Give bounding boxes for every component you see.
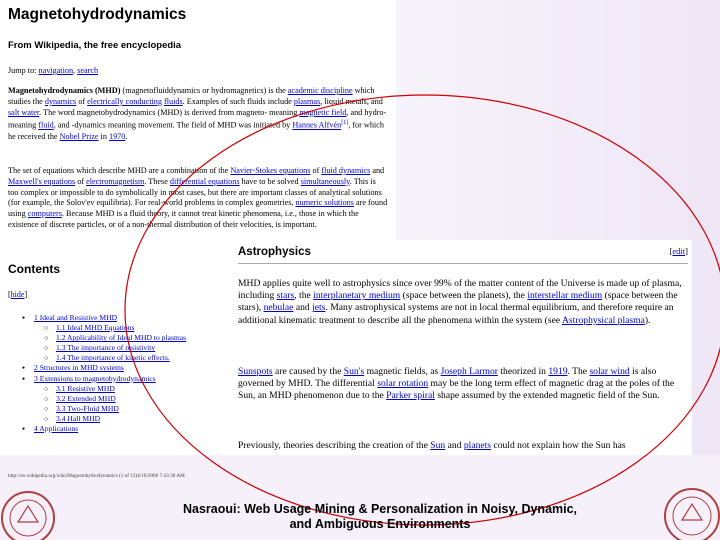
text: of (76, 96, 88, 106)
text: theorized in (497, 366, 549, 377)
link-maxwells-equations[interactable]: Maxwell's equations (8, 176, 76, 186)
link-dynamics[interactable]: dynamics (44, 96, 77, 106)
text: . The (567, 366, 590, 377)
toc-link[interactable]: 3.1 Resistive MHD (56, 383, 115, 393)
toc-link[interactable]: 2 Structures in MHD systems (34, 363, 124, 373)
link-fluids[interactable]: fluids (164, 96, 183, 106)
toc-link[interactable]: 1.2 Applicability of Ideal MHD to plasmas (56, 333, 187, 343)
text: . Examples of such fluids include (182, 96, 294, 106)
text: . (125, 131, 128, 141)
text: and (293, 302, 313, 314)
link-sun[interactable]: Sun (430, 440, 446, 451)
link-navier-stokes[interactable]: Navier-Stokes equations (230, 166, 311, 175)
link-parker-spiral[interactable]: Parker spiral (386, 390, 435, 402)
toc-link[interactable]: 1.1 Ideal MHD Equations (56, 323, 135, 333)
page-title: Magnetohydrodynamics (8, 6, 187, 23)
link-solar-wind[interactable]: solar wind (589, 366, 630, 377)
hide-link[interactable]: hide (10, 290, 25, 299)
text: MHD applies quite well to astrophysics since over 99% of the matter content of the Universe is made up of plasma, including (238, 278, 682, 302)
link-solar-rotation[interactable]: solar rotation (377, 378, 429, 390)
link-hannes-alfven[interactable]: Hannes Alfvén (292, 121, 342, 131)
link-simultaneously[interactable]: simultaneously (300, 176, 350, 186)
toc-link[interactable]: 3.3 Two-Fluid MHD (56, 403, 119, 413)
text: (space between the stars), (238, 290, 678, 314)
caption-line-2: and Ambiguous Environments (289, 517, 471, 531)
text: and (445, 440, 464, 451)
text: which studies the (8, 86, 375, 106)
link-planets[interactable]: planets (463, 440, 492, 451)
text: shape assumed by the extended magnetic field of the Sun. (434, 390, 660, 402)
link-joseph-larmor[interactable]: Joseph Larmor (440, 366, 498, 377)
section-title: Astrophysics (238, 246, 311, 258)
link-fluid-dynamics[interactable]: fluid dynamics (321, 166, 371, 175)
toc-link[interactable]: 4 Applications (34, 424, 79, 434)
text: of (75, 176, 87, 186)
page-subtitle: From Wikipedia, the free encyclopedia (8, 40, 182, 51)
navigation-link[interactable]: navigation (38, 66, 74, 75)
link-fluid[interactable]: fluid (38, 121, 54, 131)
toc-link[interactable]: 3.2 Extended MHD (56, 393, 116, 403)
text: , and -dynamics meaning movement. The field of MHD was initiated by (53, 121, 293, 131)
bracket: [ (669, 246, 673, 256)
toc-link[interactable]: 1 Ideal and Resistive MHD (34, 313, 118, 322)
text: have to be solved (239, 176, 301, 186)
text: (space between the planets), the (400, 290, 528, 302)
text: of (310, 166, 322, 175)
link-suns[interactable]: Sun's (343, 366, 365, 377)
text: magnetic fields, as (364, 366, 441, 377)
contents-heading: Contents (8, 262, 60, 276)
jump-prefix: Jump to: (8, 66, 39, 75)
text: . The word magnetohydrodynamics (MHD) is derived from magneto- meaning (39, 107, 300, 117)
text: Previously, theories describing the creation of the (238, 440, 431, 451)
footnote-ref[interactable]: [1] (341, 120, 349, 127)
jump-separator: , (73, 66, 78, 75)
university-seal-right (656, 478, 720, 540)
text: . This is too complex or impossible to do symbolically in most cases, but there are important classes of analytical solutions (for example, the Solov'ev equilibria). For real-world problems in complex geometries, (8, 176, 382, 208)
link-interstellar-medium[interactable]: interstellar medium (527, 290, 603, 302)
link-1970[interactable]: 1970 (108, 131, 126, 141)
link-nobel-prize[interactable]: Nobel Prize (59, 131, 99, 141)
toc-link[interactable]: 1.4 The importance of kinetic effects. (56, 353, 170, 363)
text: . Because MHD is a fluid theory, it cannot treat kinetic phenomena, i.e., those in which the existence of discrete particles, or of a non-thermal distribution of their velocities, is important. (8, 209, 359, 229)
link-electromagnetism[interactable]: electromagnetism (86, 176, 145, 186)
link-academic-discipline[interactable]: academic discipline (287, 86, 353, 95)
link-differential-equations[interactable]: differential equations (169, 176, 240, 186)
text: and (370, 166, 385, 175)
bracket: ] (24, 290, 28, 299)
link-jets[interactable]: jets (312, 302, 326, 314)
link-interplanetary-medium[interactable]: interplanetary medium (313, 290, 401, 302)
text: , and hydro- meaning (8, 107, 387, 131)
toc-link[interactable]: 3.4 Hall MHD (56, 413, 101, 423)
edit-link[interactable]: edit (672, 246, 686, 256)
link-magnetic-field[interactable]: magnetic field (299, 107, 347, 117)
bracket: ] (685, 246, 688, 256)
link-sunspots[interactable]: Sunspots (238, 366, 273, 377)
link-salt-water[interactable]: salt water (8, 107, 40, 117)
link-stars[interactable]: stars (276, 290, 295, 302)
link-1919[interactable]: 1919 (548, 366, 568, 377)
red-ellipse (125, 95, 720, 525)
link-numeric-solutions[interactable]: numeric solutions (295, 198, 354, 208)
toc-link[interactable]: 1.3 The importance of resistivity (56, 343, 156, 353)
link-nebulae[interactable]: nebulae (263, 302, 294, 314)
text: , liquid metals, and (320, 96, 383, 106)
text: . Many astrophysical systems are not in local thermal equilibrium, and therefore require an additional kinematic treatment to describe all the phenomena within the system (see (238, 302, 674, 326)
link-astrophysical-plasma[interactable]: Astrophysical plasma (561, 314, 645, 326)
print-footer-url: http://en.wikipedia.org/wiki/Magnetohydrodynamics (1 of 12)4/16/2006 7:43:38 AM (8, 473, 185, 479)
caption-line-1: Nasraoui: Web Usage Mining & Personalization in Noisy, Dynamic, (182, 502, 578, 516)
text: , for which he received the (8, 121, 384, 141)
text: could not explain how the Sun has (491, 440, 626, 451)
text: ). (644, 314, 651, 326)
bracket: [ (8, 290, 11, 299)
text: , the (294, 290, 314, 302)
text: (magnetofluiddynamics or hydromagnetics) is the (120, 86, 288, 95)
link-plasmas[interactable]: plasmas (293, 96, 321, 106)
toc-link[interactable]: 3 Extensions to magnetohydrodynamics (34, 373, 156, 383)
link-electrically-conducting[interactable]: electrically conducting (87, 96, 162, 106)
term-bold: Magnetohydrodynamics (MHD) (8, 86, 121, 95)
text: . These (144, 176, 170, 186)
link-computers[interactable]: computers (27, 209, 62, 219)
slide-caption (140, 502, 620, 532)
text: is also governed by MHD. The differential (238, 366, 657, 390)
text: are found using (8, 198, 388, 219)
text: are caused by the (272, 366, 344, 377)
text: in (98, 131, 109, 141)
search-link[interactable]: search (77, 66, 99, 75)
text: The set of equations which describe MHD are a combination of the (8, 166, 231, 175)
university-seal-left (0, 482, 62, 540)
text: may be the long term effect of magnetic drag at the poles of the Sun, an MHD phenomenon due to the (238, 378, 675, 402)
